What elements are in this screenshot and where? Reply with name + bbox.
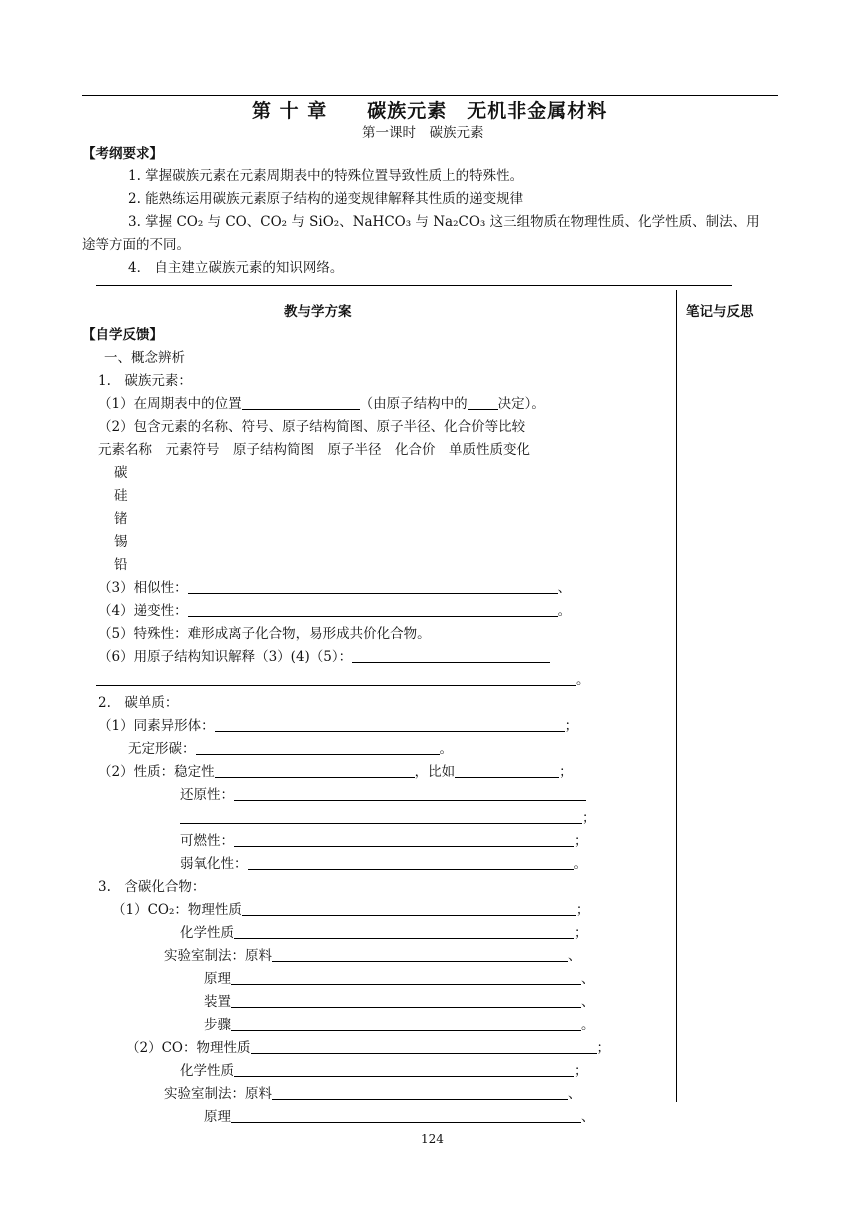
punct: 、: [568, 948, 582, 964]
example-blank[interactable]: [455, 763, 559, 778]
question-weak-oxidizing: [180, 855, 587, 873]
punct: 、: [581, 994, 595, 1010]
lesson-title: 第一课时 碳族元素: [362, 125, 484, 141]
co-physical: [126, 1039, 610, 1057]
co-physical-label: （2）CO：物理性质: [126, 1040, 251, 1056]
co-principle: [204, 1108, 595, 1126]
co2-steps-label: 步骤: [204, 1017, 231, 1033]
punct: 、: [581, 1109, 595, 1125]
structure-blank[interactable]: [468, 395, 498, 410]
page-number: 124: [421, 1132, 444, 1146]
question-explain: [98, 648, 550, 666]
element-table-header: 元素名称 元素符号 原子结构简图 原子半径 化合价 单质性质变化: [98, 442, 530, 458]
punct: 。: [557, 603, 572, 619]
question-trend: [98, 602, 571, 620]
punct: 、: [568, 1086, 582, 1102]
co2-physical-blank[interactable]: [242, 901, 576, 916]
co2-chemical-blank[interactable]: [234, 924, 574, 939]
trend-blank[interactable]: [188, 602, 558, 617]
co2-steps-blank[interactable]: [231, 1016, 581, 1031]
example-label: ，比如: [414, 764, 456, 780]
weak-oxid-blank[interactable]: [248, 855, 574, 870]
punct: 。: [573, 856, 587, 872]
co-principle-label: 原理: [204, 1109, 231, 1125]
punct: 。: [439, 741, 453, 757]
question-position-text: （1）在周期表中的位置: [98, 396, 242, 412]
co-chemical-label: 化学性质: [180, 1063, 234, 1079]
explain-label: （6）用原子结构知识解释（3）(4)（5）：: [98, 649, 353, 665]
punct: 。: [581, 1017, 595, 1033]
question-similarity: [98, 579, 571, 597]
combustible-blank[interactable]: [234, 832, 574, 847]
co2-lab-method: [164, 947, 582, 965]
allotrope-blank[interactable]: [215, 717, 565, 732]
punct: ；: [575, 902, 590, 918]
notes-column-header: 笔记与反思: [686, 304, 754, 320]
co-chemical: [180, 1062, 588, 1080]
element-name: 锗: [114, 511, 128, 527]
co2-apparatus: [204, 993, 595, 1011]
requirement-item: 3. 掌握 CO₂ 与 CO、CO₂ 与 SiO₂、NaHCO₃ 与 Na₂CO₃ 这三组物质在物理性质、化学性质、制法、用: [128, 214, 760, 230]
position-blank[interactable]: [242, 395, 360, 410]
top-rule: [82, 95, 778, 96]
element-name: 铅: [114, 557, 128, 573]
reducing-line-2: [180, 809, 596, 827]
co2-principle: [204, 970, 595, 988]
explain-line-2: [96, 671, 590, 689]
punct: 。: [576, 672, 590, 688]
punct: ；: [574, 1063, 588, 1079]
question-allotrope: [98, 717, 578, 735]
co2-principle-blank[interactable]: [231, 970, 581, 985]
combustible-label: 可燃性：: [180, 833, 234, 849]
element-name: 碳: [114, 465, 128, 481]
amorphous-blank[interactable]: [196, 740, 440, 755]
co2-lab-label: 实验室制法：原料: [164, 948, 272, 964]
reducing-label: 还原性：: [180, 787, 234, 803]
element-name: 锡: [114, 534, 128, 550]
weak-oxid-label: 弱氧化性：: [180, 856, 248, 872]
punct: ；: [564, 718, 579, 734]
question-position-text2: （由原子结构中的: [359, 396, 468, 412]
stability-blank[interactable]: [215, 763, 415, 778]
punct: ；: [574, 925, 588, 941]
punct: ；: [574, 833, 588, 849]
amorphous-label: 无定形碳：: [128, 741, 196, 757]
question-reducing: [180, 786, 586, 804]
requirement-item: 1. 掌握碳族元素在元素周期表中的特殊位置导致性质上的特殊性。: [128, 168, 524, 184]
element-name: 硅: [114, 488, 128, 504]
question-special: （5）特殊性：难形成离子化合物，易形成共价化合物。: [98, 626, 431, 642]
co2-physical: [112, 901, 589, 919]
explain-blank[interactable]: [352, 648, 550, 663]
co2-principle-label: 原理: [204, 971, 231, 987]
co-lab-label: 实验室制法：原料: [164, 1086, 272, 1102]
question-position-text3: 决定）。: [497, 396, 545, 412]
question-amorphous: [128, 740, 453, 758]
co-chemical-blank[interactable]: [234, 1062, 574, 1077]
section-rule: [96, 285, 732, 286]
self-study-heading: 【自学反馈】: [82, 327, 163, 343]
co-principle-blank[interactable]: [231, 1108, 581, 1123]
section-concept: 一、概念辨析: [104, 350, 185, 366]
punct: 、: [581, 971, 595, 987]
chapter-title: 第 十 章 碳族元素 无机非金属材料: [252, 100, 608, 122]
explain-blank-2[interactable]: [96, 671, 576, 686]
requirement-item: 途等方面的不同。: [82, 237, 190, 253]
column-divider: [676, 290, 677, 1102]
co-lab-method: [164, 1085, 582, 1103]
reducing-blank[interactable]: [234, 786, 586, 801]
co2-physical-label: （1）CO₂：物理性质: [112, 902, 242, 918]
co2-chemical: [180, 924, 588, 942]
requirement-item: 4． 自主建立碳族元素的知识网络。: [128, 260, 344, 276]
allotrope-label: （1）同素异形体：: [98, 718, 215, 734]
requirement-item: 2. 能熟练运用碳族元素原子结构的递变规律解释其性质的递变规律: [128, 191, 524, 207]
question-comparison: （2）包含元素的名称、符号、原子结构简图、原子半径、化合价等比较: [98, 419, 526, 435]
item-carbon-family: 1. 碳族元素：: [98, 373, 192, 389]
co2-apparatus-blank[interactable]: [231, 993, 581, 1008]
similarity-label: （3）相似性：: [98, 580, 188, 596]
similarity-blank[interactable]: [188, 579, 558, 594]
item-carbon-compounds: 3. 含碳化合物：: [98, 879, 206, 895]
question-combustible: [180, 832, 588, 850]
co2-material-blank[interactable]: [272, 947, 568, 962]
punct: 、: [557, 580, 572, 596]
trend-label: （4）递变性：: [98, 603, 188, 619]
question-position: [98, 395, 545, 413]
item-carbon-element: 2. 碳单质：: [98, 695, 179, 711]
co-physical-blank[interactable]: [251, 1039, 597, 1054]
reducing-blank-2[interactable]: [180, 809, 582, 824]
question-stability: [98, 763, 573, 781]
co2-steps: [204, 1016, 595, 1034]
requirements-heading: 【考纲要求】: [82, 146, 163, 162]
stability-label: （2）性质：稳定性: [98, 764, 215, 780]
punct: ；: [596, 1040, 610, 1056]
co-material-blank[interactable]: [272, 1085, 568, 1100]
main-column-header: 教与学方案: [284, 304, 352, 320]
co2-chemical-label: 化学性质: [180, 925, 234, 941]
punct: ；: [559, 764, 573, 780]
punct: ；: [582, 810, 596, 826]
co2-apparatus-label: 装置: [204, 994, 231, 1010]
